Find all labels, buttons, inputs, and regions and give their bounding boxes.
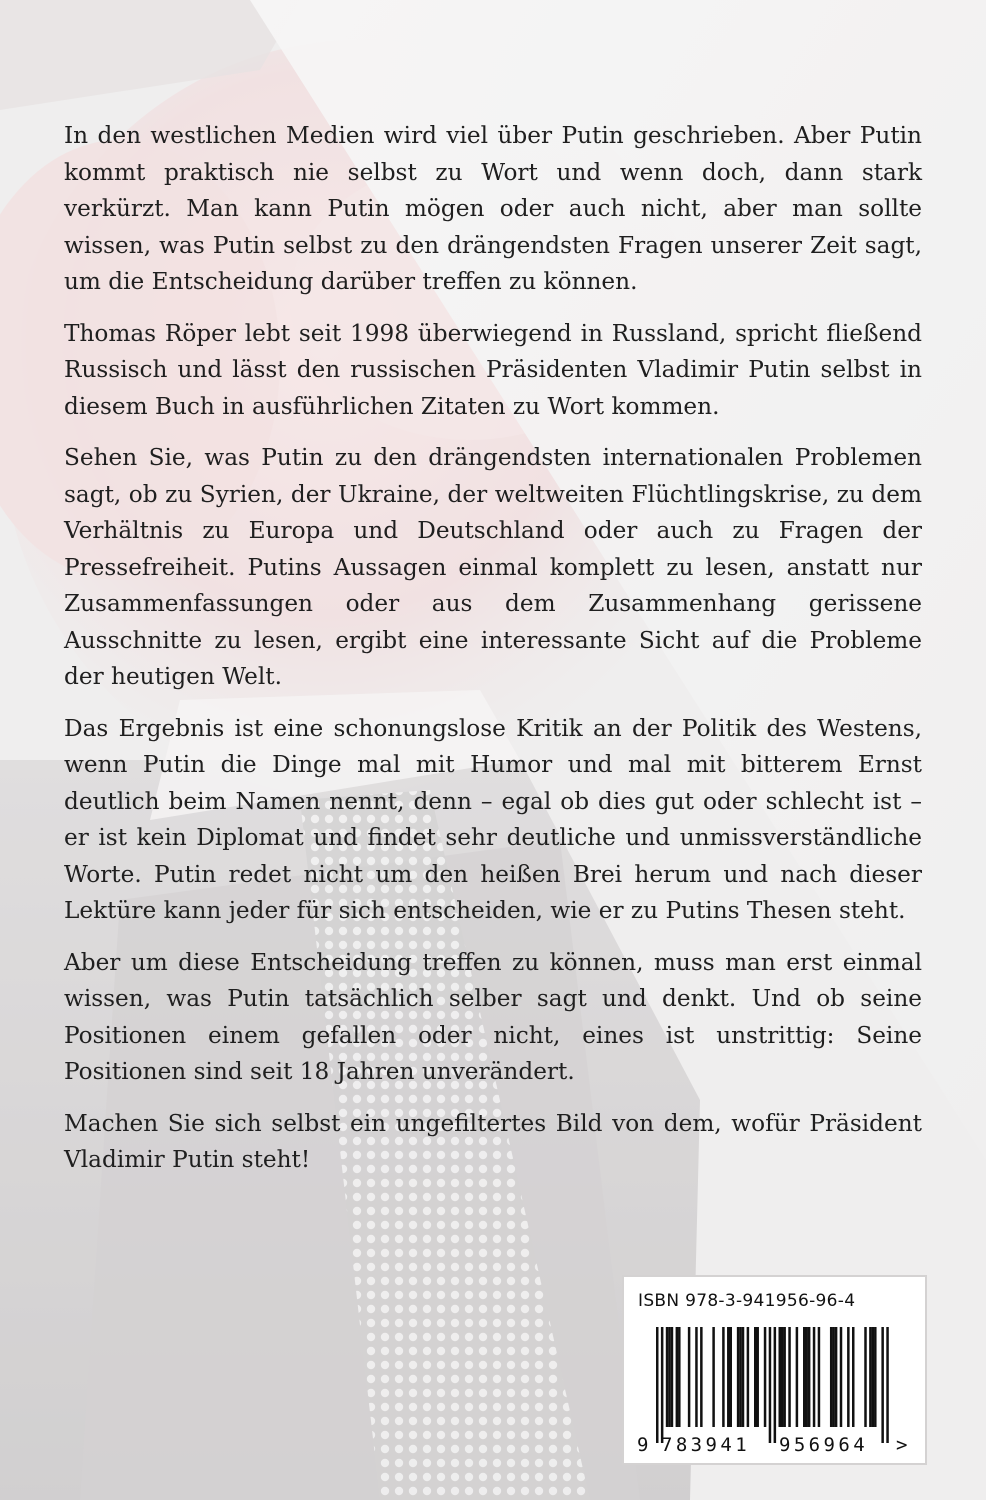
barcode-bar: [695, 1327, 698, 1427]
barcode-bar: [805, 1327, 808, 1427]
barcode-bar: [754, 1327, 757, 1427]
blurb-paragraph-2: Thomas Röper lebt seit 1998 überwiegend in Russland, spricht fließend Russisch und lässt den russischen Präsidenten Vladimir Putin selbst in diesem Buch in ausführlichen Zitaten zu Wort kommen.: [64, 319, 922, 420]
blurb-paragraph-6: Machen Sie sich selbst ein ungefiltertes Bild von dem, wofür Präsident Vladimir Putin steht!: [64, 1109, 922, 1173]
barcode-bar: [781, 1327, 784, 1427]
barcode-digit-first: 9: [637, 1434, 649, 1455]
barcode-bar: [769, 1327, 772, 1443]
isbn-barcode-box: [622, 1275, 927, 1465]
barcode-bar: [688, 1327, 691, 1427]
barcode-bar: [656, 1327, 659, 1443]
isbn-label: ISBN 978-3-941956-96-4: [638, 1291, 856, 1311]
barcode-quiet-zone-mark: >: [896, 1434, 908, 1455]
barcode-digits-right: 956964: [779, 1434, 869, 1455]
barcode-bar: [747, 1327, 750, 1427]
back-cover-blurb: [64, 118, 922, 1194]
blurb-paragraph-4: Das Ergebnis ist eine schonungslose Kritik an der Politik des Westens, wenn Putin die Dinge mal mit Humor und mal mit bitterem Ernst deutlich beim Namen nennt, denn – egal ob dies gut oder schlecht ist – er ist kein Diplomat und findet sehr deutliche und unmissverständliche Worte. Putin redet nicht um den heißen Brei herum und nach dieser Lektüre kann jeder für sich entscheiden, wie er zu Putins Thesen steht.: [64, 714, 922, 924]
barcode-bar: [756, 1327, 759, 1427]
barcode-bar: [852, 1327, 855, 1427]
barcode-bar: [730, 1327, 733, 1427]
barcode-bar: [678, 1327, 681, 1427]
barcode-bar: [832, 1327, 835, 1427]
barcode-bar: [840, 1327, 843, 1427]
barcode-digits-left: 783941: [661, 1434, 751, 1455]
barcode-bar: [813, 1327, 816, 1427]
barcode-bar: [881, 1327, 884, 1443]
barcode-bar: [808, 1327, 811, 1427]
barcode-bar: [779, 1327, 782, 1427]
barcode-bar: [742, 1327, 745, 1427]
barcode-bar: [788, 1327, 791, 1427]
blurb-paragraph-3: Sehen Sie, was Putin zu den drängendsten internationalen Problemen sagt, ob zu Syrien, der Ukraine, der weltweiten Flüchtlingskrise, zu dem Verhältnis zu Europa und Deutschland oder auch zu Fragen der Pressefreiheit. Putins Aussagen einmal komplett zu lesen, anstatt nur Zusammenfassungen oder aus dem Zusammenhang gerissene Ausschnitte zu lesen, ergibt eine interessante Sicht auf die Probleme der heutigen Welt.: [64, 444, 922, 690]
barcode-bar: [737, 1327, 740, 1427]
blurb-paragraph-5: Aber um diese Entscheidung treffen zu können, muss man erst einmal wissen, was Putin tatsächlich selber sagt und denkt. Und ob seine Positionen einem gefallen oder nicht, eines ist unstrittig: Seine Positionen sind seit 18 Jahren unverändert.: [64, 948, 922, 1085]
barcode-bar: [818, 1327, 821, 1427]
barcode-bar: [783, 1327, 786, 1427]
barcode-bars: [656, 1327, 889, 1443]
barcode-bar: [872, 1327, 875, 1427]
barcode-bar: [803, 1327, 806, 1427]
barcode-bar: [886, 1327, 889, 1443]
barcode-bar: [764, 1327, 767, 1427]
barcode-bar: [666, 1327, 669, 1427]
blurb-paragraph-1: In den westlichen Medien wird viel über Putin geschrieben. Aber Putin kommt praktisch nie selbst zu Wort und wenn doch, dann stark verkürzt. Man kann Putin mögen oder auch nicht, aber man sollte wissen, was Putin selbst zu den drängendsten Fragen unserer Zeit sagt, um die Entscheidung darüber treffen zu können.: [64, 122, 922, 295]
barcode-bar: [869, 1327, 872, 1427]
barcode-bar: [830, 1327, 833, 1427]
barcode-bar: [835, 1327, 838, 1427]
barcode-bar: [676, 1327, 679, 1427]
barcode-bar: [847, 1327, 850, 1427]
barcode-bar: [722, 1327, 725, 1427]
barcode-bar: [796, 1327, 799, 1427]
barcode-bar: [712, 1327, 715, 1427]
barcode-bar: [668, 1327, 671, 1427]
barcode-bar: [864, 1327, 867, 1427]
barcode-bar: [671, 1327, 674, 1427]
barcode-bar: [727, 1327, 730, 1427]
barcode: [634, 1327, 915, 1455]
barcode-bar: [739, 1327, 742, 1427]
barcode-bar: [661, 1327, 664, 1443]
barcode-bar: [874, 1327, 877, 1427]
barcode-bar: [700, 1327, 703, 1427]
barcode-bar: [774, 1327, 777, 1443]
